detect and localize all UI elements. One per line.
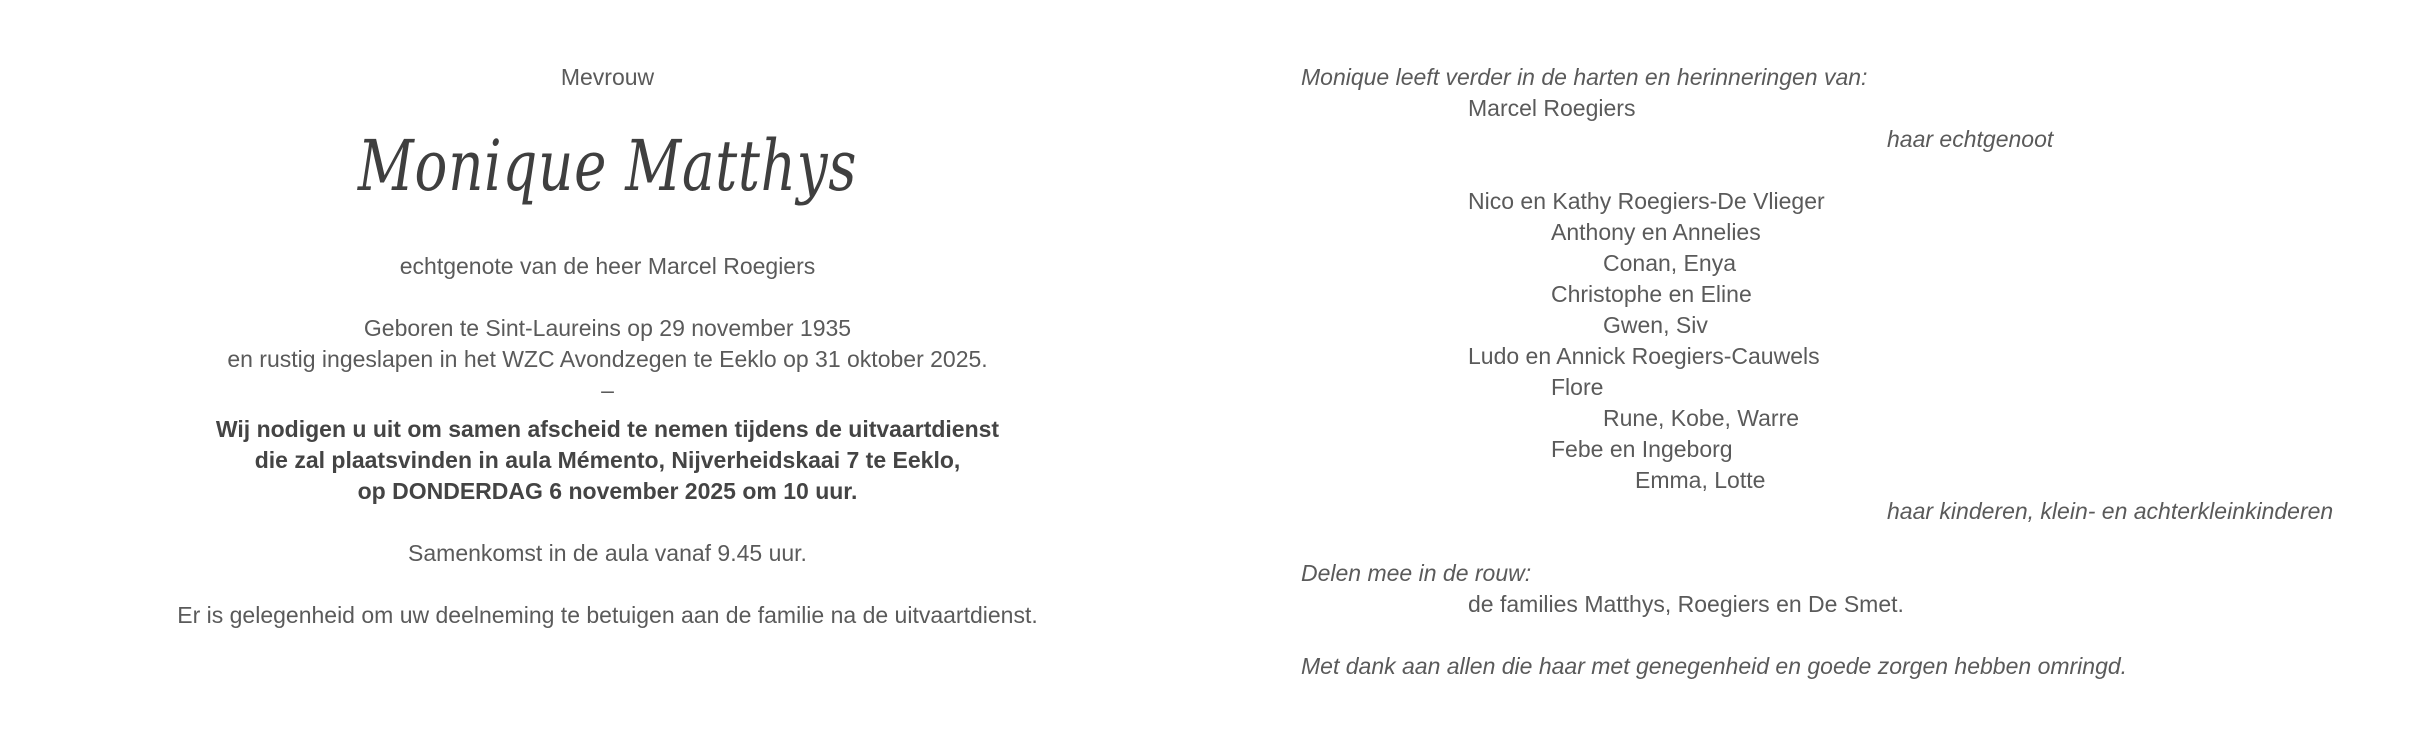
separator-dash: – (601, 377, 614, 403)
invitation-line-2: die zal plaatsvinden in aula Mémento, Nijverheidskaai 7 te Eeklo, (254, 447, 961, 473)
honorific: Mevrouw (560, 64, 655, 90)
birth-line: Geboren te Sint-Laureins op 29 november 1935 (363, 315, 852, 341)
condolence-line: Er is gelegenheid om uw deelneming te betuigen aan de familie na de uitvaartdienst. (177, 602, 1038, 628)
announcement-panel (150, 62, 1065, 631)
husband-name: Marcel Roegiers (1468, 95, 1636, 121)
family-member: Nico en Kathy Roegiers-De Vlieger (1468, 188, 1825, 214)
mourning-families: de families Matthys, Roegiers en De Smet. (1468, 591, 1904, 617)
family-intro: Monique leeft verder in de harten en herinneringen van: (1301, 64, 1868, 90)
family-member: Emma, Lotte (1635, 467, 1766, 493)
thanks-line: Met dank aan allen die haar met genegenheid en goede zorgen hebben omringd. (1301, 653, 2128, 679)
children-role: haar kinderen, klein- en achterkleinkinderen (1887, 498, 2334, 524)
spouse-line: echtgenote van de heer Marcel Roegiers (399, 253, 816, 279)
family-member: Christophe en Eline (1551, 281, 1752, 307)
family-member: Flore (1551, 374, 1604, 400)
family-panel (1301, 62, 2401, 682)
family-member: Gwen, Siv (1603, 312, 1708, 338)
invitation-line-1: Wij nodigen u uit om samen afscheid te nemen tijdens de uitvaartdienst (215, 416, 1000, 442)
gathering-line: Samenkomst in de aula vanaf 9.45 uur. (408, 540, 807, 566)
family-member: Conan, Enya (1603, 250, 1736, 276)
death-line: en rustig ingeslapen in het WZC Avondzegen te Eeklo op 31 oktober 2025. (227, 346, 988, 372)
family-member: Febe en Ingeborg (1551, 436, 1733, 462)
family-member: Rune, Kobe, Warre (1603, 405, 1800, 431)
family-member: Anthony en Annelies (1551, 219, 1761, 245)
invitation-line-3: op DONDERDAG 6 november 2025 om 10 uur. (357, 478, 858, 504)
husband-role: haar echtgenoot (1887, 126, 2054, 152)
family-member: Ludo en Annick Roegiers-Cauwels (1468, 343, 1820, 369)
mourning-intro: Delen mee in de rouw: (1301, 560, 1532, 586)
deceased-name: Monique Matthys (357, 125, 858, 207)
